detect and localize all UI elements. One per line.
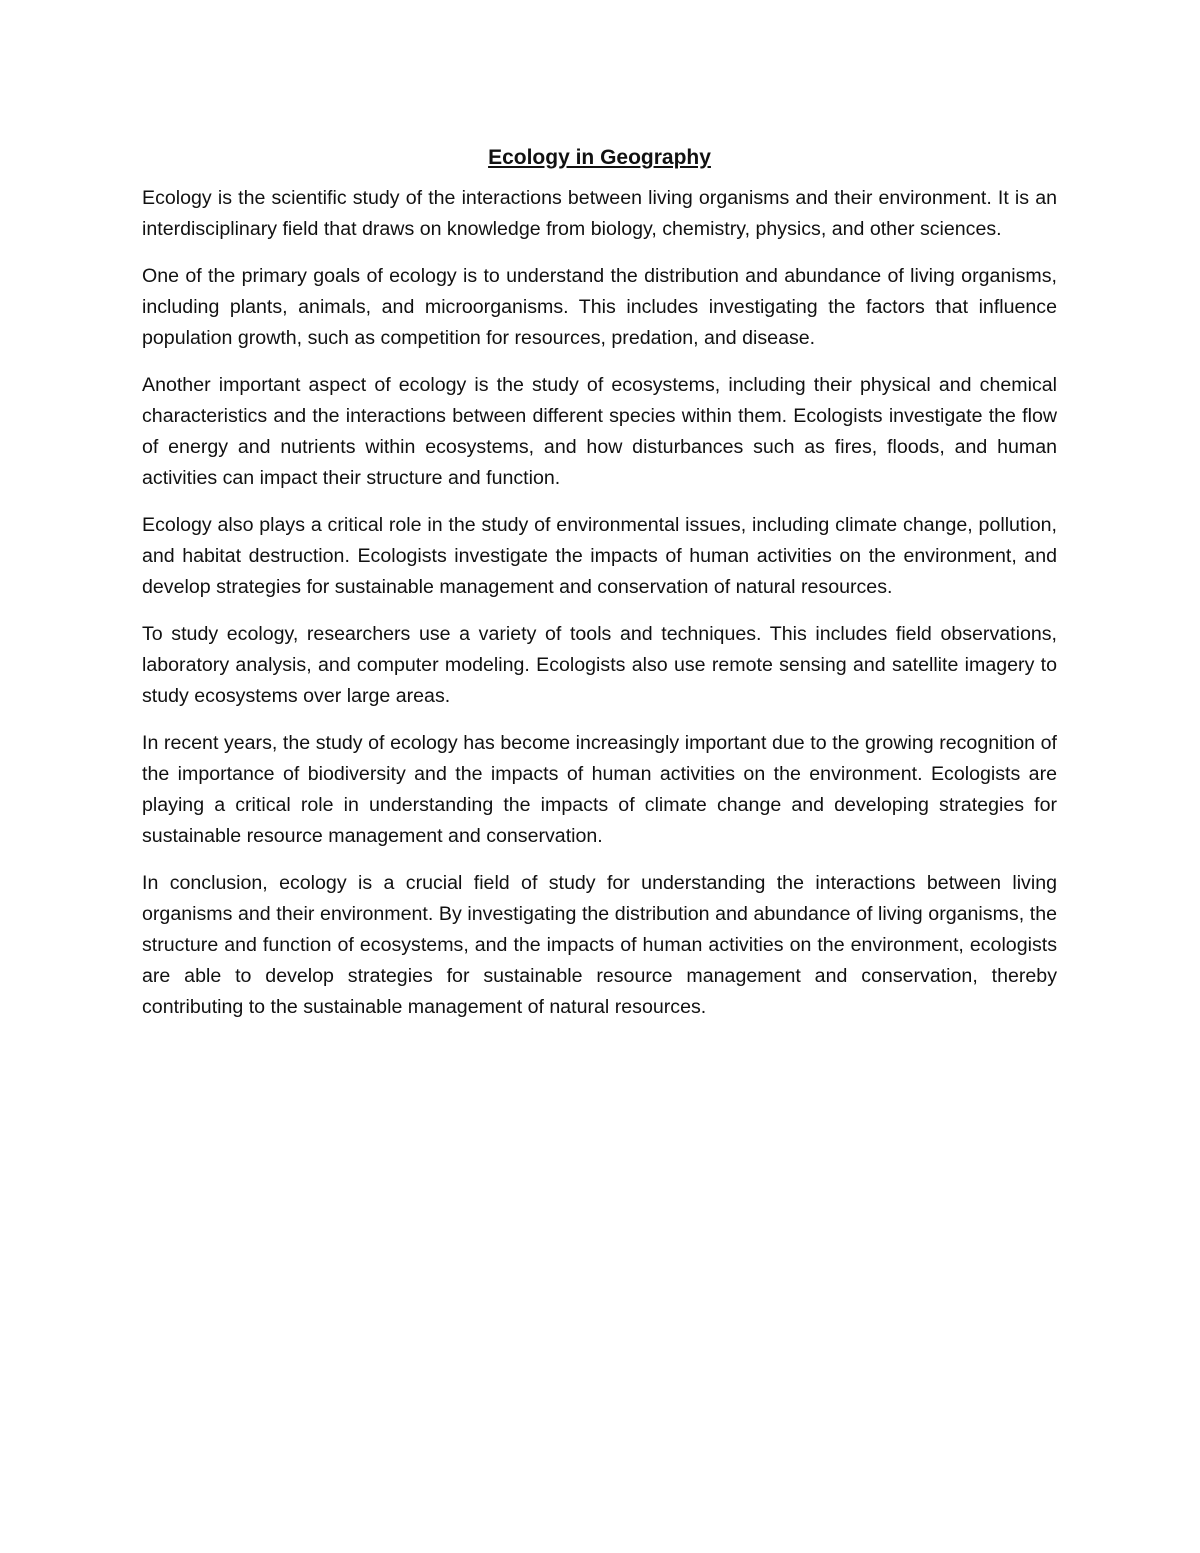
paragraph-distribution: One of the primary goals of ecology is to understand the distribution and abundance of living organisms, including plants, animals, and microorganisms. This includes investigating the factors that influence population growth, such as competition for resources, predation, and disease.: [142, 265, 1057, 349]
paragraph-conclusion: In conclusion, ecology is a crucial field of study for understanding the interactions between living organisms and their environment. By investigating the distribution and abundance of living organisms, the structure and function of ecosystems, and the impacts of human activities on the environment, ecologists are able to develop strategies for sustainable resource management and conservation, thereby contributing to the sustainable management of natural resources.: [142, 872, 1057, 1018]
paragraph-intro: Ecology is the scientific study of the interactions between living organisms and their environment. It is an interdisciplinary field that draws on knowledge from biology, chemistry, physics, and other sciences.: [142, 187, 1057, 240]
document-body: [142, 142, 1057, 1039]
paragraph-environmental-issues: Ecology also plays a critical role in the study of environmental issues, including climate change, pollution, and habitat destruction. Ecologists investigate the impacts of human activities on the environment, and develop strategies for sustainable management and conservation of natural resources.: [142, 514, 1057, 598]
paragraph-ecosystems: Another important aspect of ecology is the study of ecosystems, including their physical and chemical characteristics and the interactions between different species within them. Ecologists investigate the flow of energy and nutrients within ecosystems, and how disturbances such as fires, floods, and human activities can impact their structure and function.: [142, 374, 1057, 489]
paragraph-tools: To study ecology, researchers use a variety of tools and techniques. This includes field observations, laboratory analysis, and computer modeling. Ecologists also use remote sensing and satellite imagery to study ecosystems over large areas.: [142, 623, 1057, 707]
document-title: Ecology in Geography: [488, 146, 711, 169]
paragraph-recent-years: In recent years, the study of ecology has become increasingly important due to the growing recognition of the importance of biodiversity and the impacts of human activities on the environment. Ecologists are playing a critical role in understanding the impacts of climate change and developing strategies for sustainable resource management and conservation.: [142, 732, 1057, 847]
